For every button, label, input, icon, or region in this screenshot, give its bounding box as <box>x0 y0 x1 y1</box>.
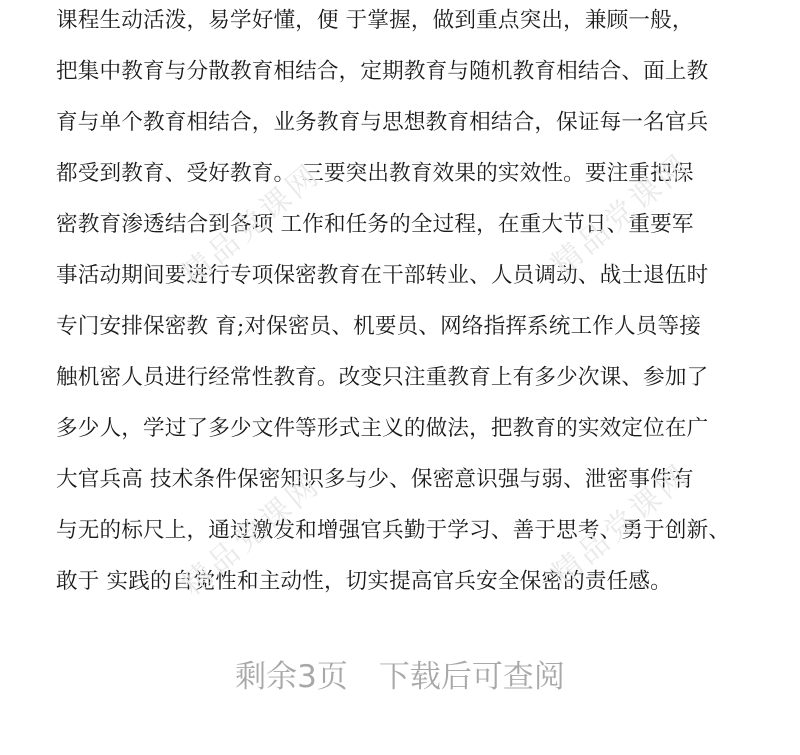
watermark: 精品党课网 <box>545 456 698 593</box>
text-line: 专门安排保密教 育;对保密员、机要员、网络指挥系统工作人员等接 <box>56 314 702 339</box>
text-line: 事活动期间要进行专项保密教育在干部转业、人员调动、战士退伍时 <box>56 263 709 288</box>
watermark: 精品党课网 <box>545 146 698 283</box>
text-line: 敢于 实践的自觉性和主动性，切实提高官兵安全保密的责任感。 <box>56 569 672 594</box>
watermark: 精品党课网 <box>175 466 328 603</box>
text-line: 把集中教育与分散教育相结合，定期教育与随机教育相结合、面上教 <box>56 59 709 84</box>
text-line: 育与单个教育相结合，业务教育与思想教育相结合，保证每一名官兵 <box>56 110 709 135</box>
text-line: 触机密人员进行经常性教育。改变只注重教育上有多少次课、参加了 <box>56 365 709 390</box>
text-line: 课程生动活泼，易学好懂，便 于掌握，做到重点突出，兼顾一般， <box>56 8 694 33</box>
text-line: 大官兵高 技术条件保密知识多与少、保密意识强与弱、泄密事件有 <box>56 467 694 492</box>
text-line: 密教育渗透结合到各项 工作和任务的全过程，在重大节日、重要军 <box>56 212 694 237</box>
remaining-pages-notice[interactable]: 剩余3页 下载后可查阅 <box>235 659 565 695</box>
text-line: 多少人，学过了多少文件等形式主义的做法，把教育的实效定位在广 <box>56 416 709 441</box>
watermark: 精品党课网 <box>175 156 328 293</box>
text-line: 都受到教育、受好教育。 三要突出教育效果的实效性。要注重把保 <box>56 161 694 186</box>
text-line: 与无的标尺上，通过激发和增强官兵勤于学习、善于思考、勇于创新、 <box>56 518 731 543</box>
document-body <box>56 0 756 607</box>
